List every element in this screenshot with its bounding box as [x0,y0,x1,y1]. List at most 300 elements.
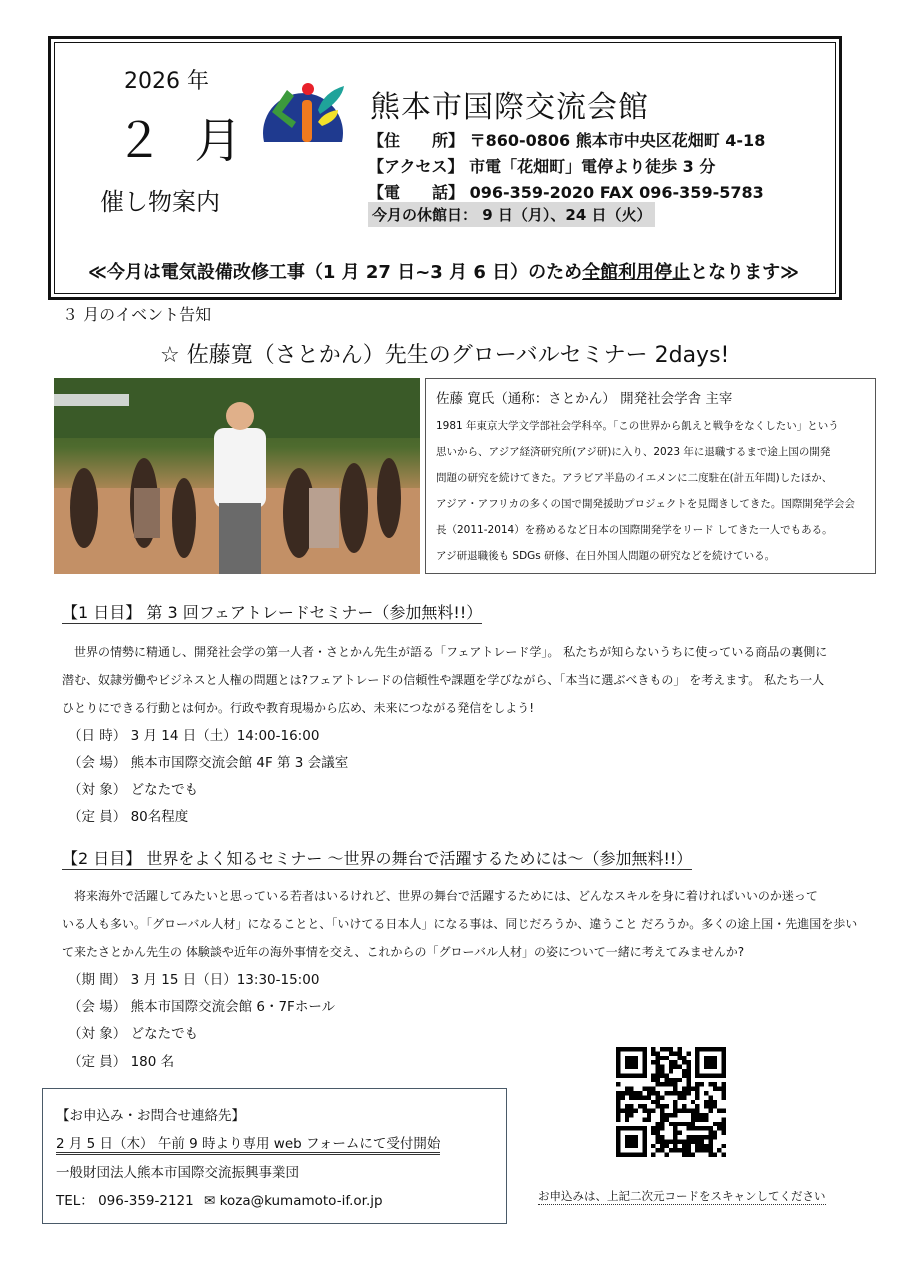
bio-line: 1981 年東京大学文学部社会学科卒。「この世界から飢えと戦争をなくしたい」という [436,420,839,432]
qr-module [629,1087,633,1091]
qr-module [713,1122,717,1126]
qr-module [686,1126,690,1130]
closed-days: 今月の休館日： 9 日（月）、24 日（火） [368,202,655,227]
qr-module [642,1109,646,1113]
qr-module [616,1109,620,1113]
access: 【アクセス】 市電「花畑町」電停より徒歩 3 分 [368,157,716,176]
qr-module [678,1139,682,1143]
qr-module [695,1148,699,1152]
qr-module [656,1095,660,1099]
qr-module [660,1065,664,1069]
qr-module [695,1104,699,1108]
qr-module [691,1122,695,1126]
qr-module [700,1082,704,1086]
bio-line: アジ研退職後も SDGs 研修、在日外国人問題の研究などを続けている。 [436,550,776,562]
qr-module [669,1047,673,1051]
qr-module [669,1051,673,1055]
qr-module [651,1126,655,1130]
qr-module [678,1122,682,1126]
qr-module [686,1078,690,1082]
qr-module [682,1148,686,1152]
qr-module [708,1082,712,1086]
day1-capacity: （定 員） 80名程度 [68,809,189,825]
qr-module [708,1131,712,1135]
qr-module [660,1126,664,1130]
qr-module [717,1122,721,1126]
qr-module [651,1047,655,1051]
qr-module [625,1091,629,1095]
qr-module [664,1047,668,1051]
qr-module [713,1135,717,1139]
qr-module [704,1148,708,1152]
month: ２ 月 [115,113,251,169]
qr-module [629,1091,633,1095]
paragraph-line: 潜む、奴隷労働やビジネスと人権の問題とは?フェアトレードの信頼性や課題を学びながら、「本当に選ぶべきもの」 を考えます。 私たち一人 [62,673,825,687]
speaker-bio [425,378,876,574]
qr-module [616,1113,620,1117]
qr-module [660,1056,664,1060]
qr-module [664,1144,668,1148]
qr-module [625,1056,638,1069]
qr-module [664,1104,668,1108]
qr-module [629,1095,633,1099]
qr-module [695,1139,699,1143]
day2-target: （対 象） どなたでも [68,1026,199,1042]
qr-module [656,1091,660,1095]
qr-module [634,1091,638,1095]
qr-module [691,1109,695,1113]
qr-module [625,1113,629,1117]
qr-module [691,1153,695,1157]
qr-module [686,1073,690,1077]
qr-module [651,1100,655,1104]
qr-module [717,1087,721,1091]
qr-module [691,1139,695,1143]
qr-module [651,1051,655,1055]
qr-module [717,1148,721,1152]
qr-module [722,1131,726,1135]
qr-module [713,1131,717,1135]
day1-description [62,638,852,722]
qr-module [651,1153,655,1157]
qr-module [634,1095,638,1099]
qr-module [669,1078,673,1082]
qr-module [682,1091,686,1095]
qr-module [673,1051,677,1055]
qr-module [638,1091,642,1095]
qr-module [678,1091,682,1095]
qr-module [682,1073,686,1077]
qr-module [673,1060,677,1064]
qr-module [673,1078,677,1082]
qr-module [660,1104,664,1108]
qr-module [647,1095,651,1099]
qr-module [708,1148,712,1152]
qr-module [678,1148,682,1152]
qr-module [673,1104,677,1108]
qr-module [647,1117,651,1121]
qr-module [708,1109,712,1113]
qr-module [669,1113,673,1117]
notice-emphasis: 全館利用停止 [582,262,691,283]
qr-module [647,1113,651,1117]
year: 2026 年 [124,69,209,94]
qr-module [678,1047,682,1051]
qr-module [647,1087,651,1091]
qr-module [629,1104,633,1108]
qr-module [664,1113,668,1117]
notice-text-end: となります≫ [690,262,799,283]
day2-capacity: （定 員） 180 名 [68,1054,175,1070]
qr-module [660,1082,664,1086]
qr-module [700,1126,704,1130]
speaker-photo [54,378,420,574]
qr-module [664,1139,668,1143]
qr-code[interactable] [616,1047,726,1157]
qr-module [673,1082,677,1086]
qr-module [722,1126,726,1130]
qr-module [691,1087,695,1091]
qr-module [673,1109,677,1113]
day2-description [62,882,858,966]
qr-module [660,1144,664,1148]
qr-module [673,1122,677,1126]
qr-module [686,1135,690,1139]
qr-module [664,1082,668,1086]
bio-line: 長（2011-2014）を務めるなど日本の国際開発学をリード してきた一人でもある。 [436,524,833,536]
qr-module [700,1135,704,1139]
qr-module [686,1091,690,1095]
qr-module [651,1078,655,1082]
qr-module [722,1091,726,1095]
qr-module [717,1109,721,1113]
qr-module [691,1113,695,1117]
qr-module [704,1126,708,1130]
qr-module [722,1144,726,1148]
bio-line: 思いから、アジア経済研究所(アジ研)に入り、2023 年に退職するまで途上国の開発 [436,446,831,458]
qr-module [660,1117,664,1121]
qr-module [660,1069,664,1073]
qr-module [673,1100,677,1104]
qr-module [656,1082,660,1086]
qr-module [651,1060,655,1064]
qr-module [673,1091,677,1095]
qr-module [647,1109,651,1113]
qr-module [678,1095,682,1099]
qr-module [656,1104,660,1108]
qr-module [686,1109,690,1113]
reception-start: 2 月 5 日（木） 午前 9 時より専用 web フォームにて受付開始 [56,1132,440,1155]
qr-module [669,1122,673,1126]
qr-module [704,1091,708,1095]
qr-module [656,1100,660,1104]
qr-module [704,1056,717,1069]
qr-module [686,1069,690,1073]
qr-module [673,1126,677,1130]
day1-target: （対 象） どなたでも [68,782,199,798]
qr-module [616,1100,620,1104]
qr-module [673,1135,677,1139]
qr-module [673,1113,677,1117]
qr-module [686,1148,690,1152]
qr-module [616,1082,620,1086]
qr-module [695,1144,699,1148]
qr-module [695,1082,699,1086]
qr-module [695,1135,699,1139]
qr-module [713,1153,717,1157]
qr-module [722,1087,726,1091]
qr-module [682,1069,686,1073]
qr-module [656,1139,660,1143]
qr-module [673,1139,677,1143]
qr-module [686,1060,690,1064]
qr-module [669,1091,673,1095]
qr-module [616,1104,620,1108]
qr-module [686,1082,690,1086]
qr-module [686,1051,690,1055]
qr-module [673,1065,677,1069]
qr-module [704,1135,708,1139]
qr-module [629,1113,633,1117]
qr-module [700,1113,704,1117]
qr-module [638,1095,642,1099]
paragraph-line: て来たさとかん先生の 体験談や近年の海外事情を交え、これからの「グローバル人材」の姿について一緒に考えてみませんか? [62,945,745,959]
qr-module [664,1078,668,1082]
event-title: ☆ 佐藤寛（さとかん）先生のグローバルセミナー 2days! [160,343,730,368]
day2-period: （期 間） 3 月 15 日（日）13:30-15:00 [68,972,320,988]
qr-module [704,1117,708,1121]
qr-module [669,1060,673,1064]
qr-module [682,1139,686,1143]
qr-module [660,1122,664,1126]
qr-module [704,1104,708,1108]
qr-module [638,1104,642,1108]
qr-module [682,1060,686,1064]
qr-module [656,1135,660,1139]
qr-module [682,1122,686,1126]
qr-module [722,1122,726,1126]
organization: 一般財団法人熊本市国際交流振興事業団 [56,1165,299,1181]
qr-module [722,1082,726,1086]
qr-module [625,1117,629,1121]
qr-module [700,1139,704,1143]
qr-module [722,1109,726,1113]
qr-module [708,1126,712,1130]
qr-module [686,1144,690,1148]
qr-module [682,1056,686,1060]
qr-module [686,1153,690,1157]
logo-icon [262,70,344,142]
qr-module [691,1135,695,1139]
qr-module [682,1109,686,1113]
qr-module [656,1069,660,1073]
qr-module [678,1131,682,1135]
qr-module [669,1139,673,1143]
qr-module [620,1109,624,1113]
qr-module [691,1126,695,1130]
qr-module [625,1104,629,1108]
paragraph-line: いる人も多い。「グローバル人材」になることと、「いけてる日本人」になる事は、同じだろうか、違うこと だろうか。多くの途上国・先進国を歩い [62,917,858,931]
qr-module [620,1091,624,1095]
qr-module [695,1091,699,1095]
qr-module [708,1153,712,1157]
contact-line [56,1189,383,1209]
contact-heading: 【お申込み・お問合せ連絡先】 [56,1108,245,1124]
qr-module [625,1087,629,1091]
bio-line: アジア・アフリカの多くの国で開発援助プロジェクトを見聞きしてきた。国際開発学会会 [436,498,855,510]
qr-module [700,1148,704,1152]
qr-module [642,1095,646,1099]
qr-module [722,1117,726,1121]
qr-module [669,1148,673,1152]
qr-module [686,1122,690,1126]
qr-module [651,1091,655,1095]
qr-module [686,1087,690,1091]
qr-module [686,1065,690,1069]
qr-module [656,1065,660,1069]
photo-illustration [54,378,420,574]
qr-module [656,1131,660,1135]
telephone: TEL： 096-359-2121 [56,1193,194,1209]
qr-module [682,1104,686,1108]
qr-module [656,1126,660,1130]
bio-line: 問題の研究を続けてきた。アラビア半島のイエメンに二度駐在(計五年間)したほか、 [436,472,833,484]
qr-module [682,1095,686,1099]
qr-module [660,1135,664,1139]
qr-module [686,1139,690,1143]
qr-module [651,1144,655,1148]
day1-heading: 【1 日目】 第 3 回フェアトレードセミナー（参加無料!!） [62,600,482,624]
qr-module [695,1126,699,1130]
qr-module [673,1148,677,1152]
qr-module [695,1117,699,1121]
qr-module [704,1113,708,1117]
qr-module [695,1095,699,1099]
day1-datetime: （日 時） 3 月 14 日（土）14:00-16:00 [68,728,320,744]
subtitle: 催し物案内 [100,188,220,216]
qr-module [695,1109,699,1113]
qr-module [713,1100,717,1104]
qr-module [629,1109,633,1113]
day2-heading: 【2 日目】 世界をよく知るセミナー ～世界の舞台で活躍するためには～（参加無料!!） [62,846,692,870]
qr-module [642,1087,646,1091]
qr-module [713,1082,717,1086]
qr-module [656,1056,660,1060]
qr-module [656,1078,660,1082]
qr-module [616,1095,620,1099]
qr-module [664,1153,668,1157]
qr-module [717,1126,721,1130]
email-link[interactable]: koza@kumamoto-if.or.jp [219,1193,383,1209]
qr-module [695,1113,699,1117]
qr-module [700,1144,704,1148]
qr-module [678,1051,682,1055]
bio-heading: 佐藤 寛氏（通称：さとかん） 開発社会学舎 主宰 [436,391,733,407]
qr-module [651,1109,655,1113]
qr-module [651,1087,655,1091]
qr-module [620,1095,624,1099]
qr-module [708,1135,712,1139]
qr-module [660,1095,664,1099]
qr-module [647,1091,651,1095]
qr-module [616,1117,620,1121]
qr-module [678,1078,682,1082]
venue-name: 熊本市国際交流会館 [370,90,649,125]
qr-module [656,1073,660,1077]
qr-module [625,1135,638,1148]
qr-module [708,1139,712,1143]
qr-module [678,1109,682,1113]
address: 【住 所】 〒860-0806 熊本市中央区花畑町 4-18 [368,131,766,150]
qr-module [678,1065,682,1069]
qr-module [656,1051,660,1055]
qr-module [682,1153,686,1157]
qr-module [660,1073,664,1077]
qr-module [722,1153,726,1157]
paragraph-line: 将来海外で活躍してみたいと思っている若者はいるけれど、世界の舞台で活躍するためには、どんなスキルを身に着ければいいのか迷って [62,889,818,903]
qr-module [625,1109,629,1113]
qr-module [651,1131,655,1135]
qr-module [691,1117,695,1121]
closure-notice [88,258,799,284]
qr-module [642,1117,646,1121]
qr-module [722,1095,726,1099]
qr-module [708,1100,712,1104]
qr-module [713,1087,717,1091]
qr-module [713,1104,717,1108]
qr-module [664,1056,668,1060]
qr-module [651,1073,655,1077]
qr-module [700,1117,704,1121]
mail-icon: ✉ [204,1193,216,1209]
qr-module [673,1087,677,1091]
qr-module [660,1113,664,1117]
qr-module [664,1073,668,1077]
qr-module [691,1100,695,1104]
notice-text: ≪今月は電気設備改修工事（1 月 27 日~3 月 6 日）のため [88,262,583,283]
qr-module [669,1069,673,1073]
qr-module [664,1091,668,1095]
qr-module [656,1122,660,1126]
qr-module [664,1117,668,1121]
qr-module [708,1104,712,1108]
qr-module [669,1065,673,1069]
qr-module [669,1082,673,1086]
qr-module [616,1091,620,1095]
qr-module [708,1144,712,1148]
qr-module [660,1139,664,1143]
qr-module [678,1056,682,1060]
paragraph-line: 世界の情勢に精通し、開発社会学の第一人者・さとかん先生が語る「フェアトレード学」。 私たちが知らないうちに使っている商品の裏側に [62,645,828,659]
qr-module [656,1060,660,1064]
qr-module [656,1148,660,1152]
qr-caption: お申込みは、上記二次元コードをスキャンしてください [538,1189,826,1203]
qr-module [682,1087,686,1091]
qr-module [704,1144,708,1148]
event-label: ３ 月のイベント告知 [62,305,212,324]
paragraph-line: ひとりにできる行動とは何か。行政や教育現場から広め、未来につながる発信をしよう! [62,701,535,715]
day1-venue: （会 場） 熊本市国際交流会館 4F 第 3 会議室 [68,755,349,771]
qr-module [708,1095,712,1099]
qr-module [682,1144,686,1148]
qr-module [634,1109,638,1113]
qr-module [660,1047,664,1051]
qr-module [660,1148,664,1152]
qr-module [704,1100,708,1104]
qr-module [642,1104,646,1108]
day2-venue: （会 場） 熊本市国際交流会館 6・7Fホール [68,999,336,1015]
qr-module [673,1131,677,1135]
